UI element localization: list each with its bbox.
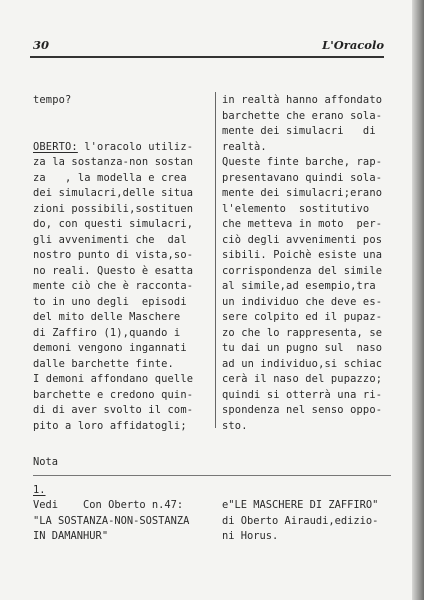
note-number: 1. bbox=[33, 484, 46, 496]
text-line: dalle barchette finte. bbox=[33, 357, 174, 370]
text-line: sto. bbox=[222, 419, 248, 432]
notes-heading: Nota bbox=[33, 456, 59, 468]
line-gap bbox=[33, 124, 211, 140]
note-line: Vedi Con Oberto n.47: bbox=[33, 499, 184, 511]
text-line: corrispondenza del simile bbox=[222, 264, 383, 277]
text-line: ad un individuo,si schiac bbox=[222, 357, 383, 370]
text-line: quindi si otterrà una ri- bbox=[222, 388, 383, 401]
text-line: pito a loro affidatogli; bbox=[33, 419, 187, 432]
text-line: tu dai un pugno sul naso bbox=[222, 342, 383, 354]
text-line-rest: l'oracolo utiliz- bbox=[77, 140, 194, 153]
text-line: barchette che erano sola- bbox=[222, 109, 383, 122]
page-header bbox=[30, 38, 384, 54]
note-line: ni Horus. bbox=[222, 530, 279, 542]
notes-rule bbox=[33, 475, 391, 476]
note-line: e"LE MASCHERE DI ZAFFIRO" bbox=[222, 499, 379, 511]
text-line: mente ciò che è racconta- bbox=[33, 280, 194, 292]
text-line: un individuo che deve es- bbox=[222, 295, 383, 308]
text-line: mente dei simulacri;erano bbox=[222, 187, 383, 199]
text-line: I demoni affondano quelle bbox=[33, 373, 194, 385]
note-right-column bbox=[222, 498, 378, 545]
text-line: presentavano quindi sola- bbox=[222, 171, 383, 184]
text-line: demoni vengono ingannati bbox=[33, 342, 187, 354]
page-edge bbox=[412, 0, 424, 600]
text-line: realtà. bbox=[222, 140, 267, 153]
text-line: nostro punto di vista,so- bbox=[33, 249, 194, 261]
text-line: in realtà hanno affondato bbox=[222, 94, 383, 106]
text-line: to in uno degli episodi bbox=[33, 295, 187, 308]
text-line: mente dei simulacri di bbox=[222, 125, 376, 137]
note-line: "LA SOSTANZA-NON-SOSTANZA bbox=[33, 514, 190, 527]
text-line: za la sostanza-non sostan bbox=[33, 156, 194, 168]
speaker-oberto: OBERTO: bbox=[33, 140, 78, 153]
right-column bbox=[222, 93, 392, 434]
running-title: L'Oracolo bbox=[322, 38, 384, 52]
line-gap bbox=[33, 109, 211, 125]
text-line: sere colpito ed il pupaz- bbox=[222, 311, 383, 323]
text-line: di di aver svolto il com- bbox=[33, 404, 194, 416]
note-line: di Oberto Airaudi,edizio- bbox=[222, 514, 379, 527]
text-line: sibili. Poichè esiste una bbox=[222, 249, 383, 261]
header-rule bbox=[30, 56, 384, 58]
text-line bbox=[33, 140, 211, 156]
left-column bbox=[33, 93, 211, 434]
text-line: ciò degli avvenimenti pos bbox=[222, 233, 383, 246]
note-line: IN DAMANHUR" bbox=[33, 530, 109, 542]
text-line: l'elemento sostitutivo bbox=[222, 202, 370, 215]
text-line: za , la modella e crea bbox=[33, 171, 187, 184]
text-line: del mito delle Maschere bbox=[33, 311, 181, 323]
text-line: barchette e credono quin- bbox=[33, 388, 194, 401]
page-number: 30 bbox=[33, 38, 50, 52]
text-line: Queste finte barche, rap- bbox=[222, 156, 383, 168]
text-line: cerà il naso del pupazzo; bbox=[222, 373, 383, 385]
text-line: gli avvenimenti che dal bbox=[33, 233, 187, 246]
text-line: zioni possibili,sostituen bbox=[33, 202, 194, 215]
text-line: di Zaffiro (1),quando i bbox=[33, 326, 181, 339]
text-line: zo che lo rappresenta, se bbox=[222, 326, 383, 339]
text-line: do, con questi simulacri, bbox=[33, 218, 194, 230]
text-line: al simile,ad esempio,tra bbox=[222, 280, 376, 292]
text-line: tempo? bbox=[33, 94, 72, 106]
text-line: no reali. Questo è esatta bbox=[33, 264, 194, 277]
text-line: spondenza nel senso oppo- bbox=[222, 404, 383, 416]
column-divider bbox=[215, 92, 216, 428]
note-left-column bbox=[33, 498, 189, 545]
text-line: dei simulacri,delle situa bbox=[33, 187, 194, 199]
text-line: che metteva in moto per- bbox=[222, 218, 383, 230]
